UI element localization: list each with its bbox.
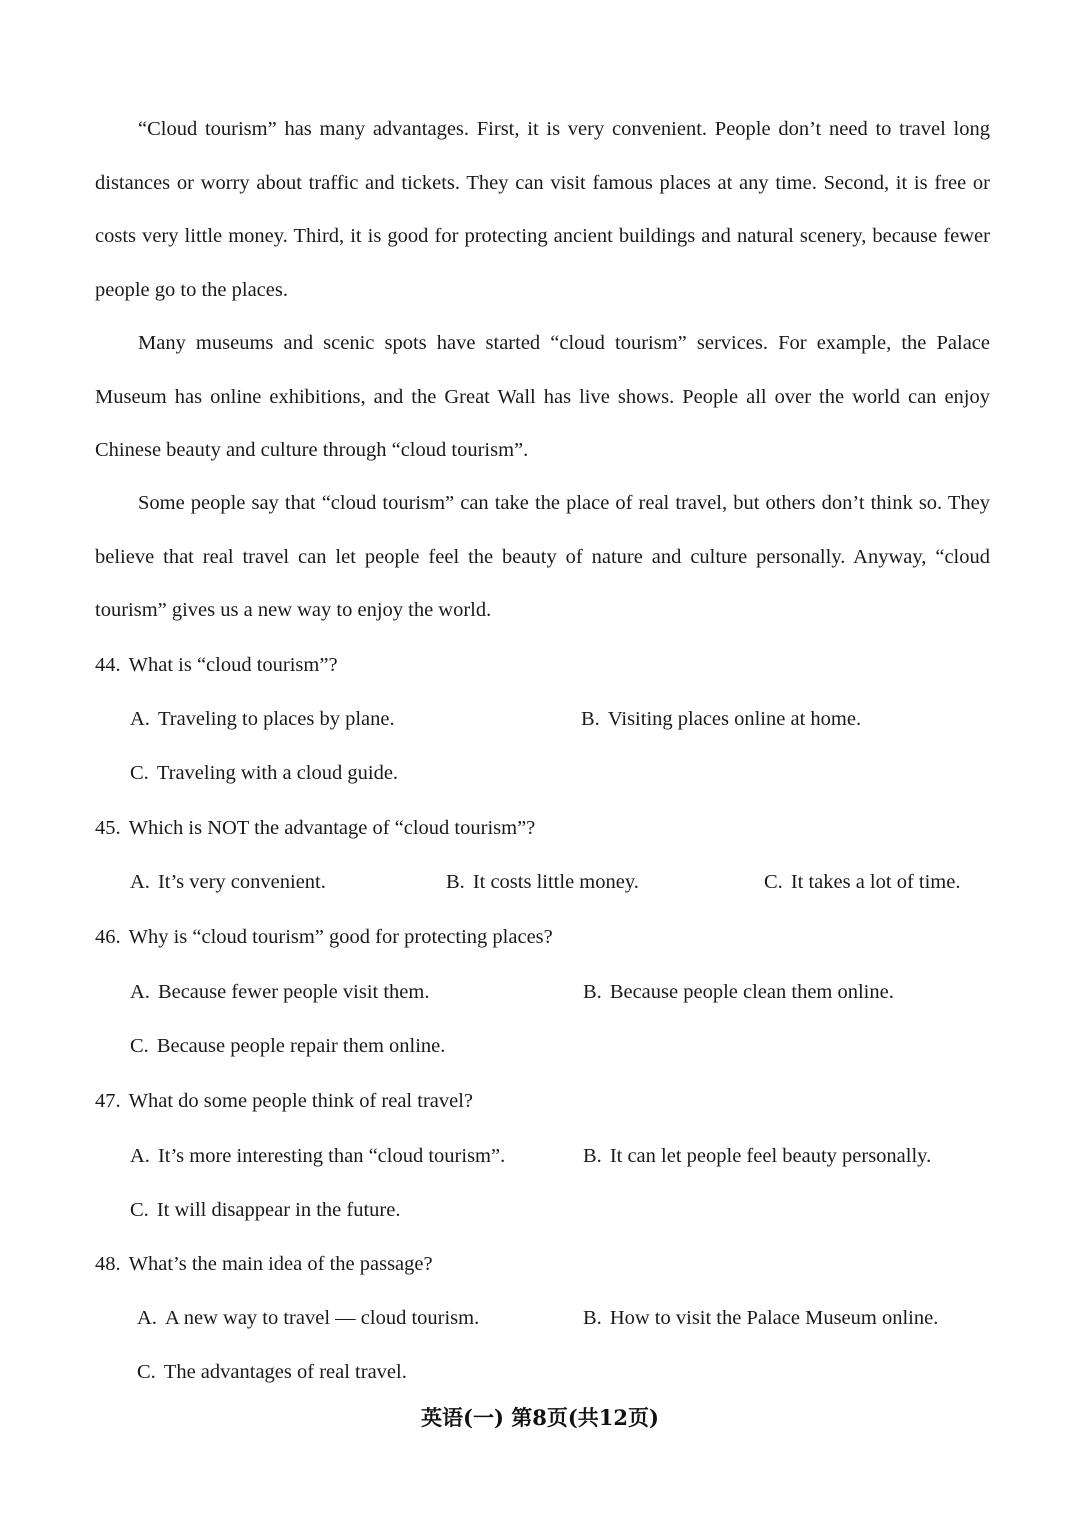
option-letter: A.	[130, 1145, 150, 1167]
option-48-b[interactable]	[583, 1303, 938, 1333]
option-48-a[interactable]	[137, 1303, 479, 1333]
option-text: Because people repair them online.	[156, 1035, 446, 1057]
option-text: How to visit the Palace Museum online.	[609, 1307, 939, 1329]
option-letter: B.	[583, 1145, 602, 1167]
option-47-a[interactable]	[130, 1141, 505, 1171]
option-44-b[interactable]	[581, 704, 861, 734]
option-letter: C.	[130, 1199, 149, 1221]
question-text: What do some people think of real travel?	[128, 1090, 474, 1112]
option-45-b[interactable]	[446, 867, 639, 897]
option-letter: B.	[581, 708, 600, 730]
option-text: A new way to travel — cloud tourism.	[164, 1307, 480, 1329]
option-text: It costs little money.	[472, 871, 639, 893]
question-text: What is “cloud tourism”?	[128, 654, 338, 676]
question-number: 44.	[95, 654, 121, 676]
option-45-a[interactable]	[130, 867, 326, 897]
question-text: What’s the main idea of the passage?	[128, 1253, 433, 1275]
question-48	[95, 1249, 433, 1279]
option-48-c[interactable]	[137, 1357, 407, 1387]
question-47	[95, 1086, 473, 1116]
question-text: Which is NOT the advantage of “cloud tourism”?	[128, 817, 536, 839]
option-letter: B.	[583, 1307, 602, 1329]
question-number: 48.	[95, 1253, 121, 1275]
page-footer: 英语(一) 第8页(共12页)	[421, 1405, 659, 1430]
question-45	[95, 813, 535, 843]
passage-paragraph: “Cloud tourism” has many advantages. First, it is very convenient. People don’t need to travel long distances or worry about traffic and tickets. They can visit famous places at any time. Second, it is free or costs very little money. Third, it is good for protecting ancient buildings and natural scenery, because fewer people go to the places.	[95, 118, 990, 301]
option-text: It will disappear in the future.	[156, 1199, 401, 1221]
question-number: 46.	[95, 926, 121, 948]
option-text: Because people clean them online.	[609, 981, 894, 1003]
option-44-a[interactable]	[130, 704, 395, 734]
option-letter: B.	[583, 981, 602, 1003]
option-letter: A.	[130, 871, 150, 893]
option-letter: A.	[130, 981, 150, 1003]
passage-paragraph: Many museums and scenic spots have started “cloud tourism” services. For example, the Palace Museum has online exhibitions, and the Great Wall has live shows. People all over the world can enjoy Chinese beauty and culture through “cloud tourism”.	[95, 332, 990, 461]
option-text: Traveling with a cloud guide.	[156, 762, 399, 784]
option-letter: B.	[446, 871, 465, 893]
option-letter: A.	[130, 708, 150, 730]
option-text: It’s very convenient.	[157, 871, 326, 893]
option-text: Visiting places online at home.	[607, 708, 862, 730]
passage-paragraph: Some people say that “cloud tourism” can take the place of real travel, but others don’t think so. They believe that real travel can let people feel the beauty of nature and culture personally. Anyway, “cloud tourism” gives us a new way to enjoy the world.	[95, 492, 990, 621]
option-letter: C.	[764, 871, 783, 893]
option-47-c[interactable]	[130, 1195, 400, 1225]
option-46-a[interactable]	[130, 977, 429, 1007]
option-letter: A.	[137, 1307, 157, 1329]
question-44	[95, 650, 338, 680]
option-text: Because fewer people visit them.	[157, 981, 430, 1003]
option-46-c[interactable]	[130, 1031, 445, 1061]
option-text: It’s more interesting than “cloud tourism”.	[157, 1145, 506, 1167]
option-44-c[interactable]	[130, 758, 398, 788]
question-46	[95, 922, 553, 952]
option-46-b[interactable]	[583, 977, 894, 1007]
option-letter: C.	[130, 1035, 149, 1057]
option-text: It can let people feel beauty personally.	[609, 1145, 932, 1167]
option-45-c[interactable]	[764, 867, 960, 897]
question-number: 47.	[95, 1090, 121, 1112]
question-text: Why is “cloud tourism” good for protecting places?	[128, 926, 553, 948]
option-47-b[interactable]	[583, 1141, 931, 1171]
option-text: It takes a lot of time.	[790, 871, 961, 893]
question-number: 45.	[95, 817, 121, 839]
option-letter: C.	[137, 1361, 156, 1383]
option-text: The advantages of real travel.	[163, 1361, 407, 1383]
option-text: Traveling to places by plane.	[157, 708, 395, 730]
option-letter: C.	[130, 762, 149, 784]
